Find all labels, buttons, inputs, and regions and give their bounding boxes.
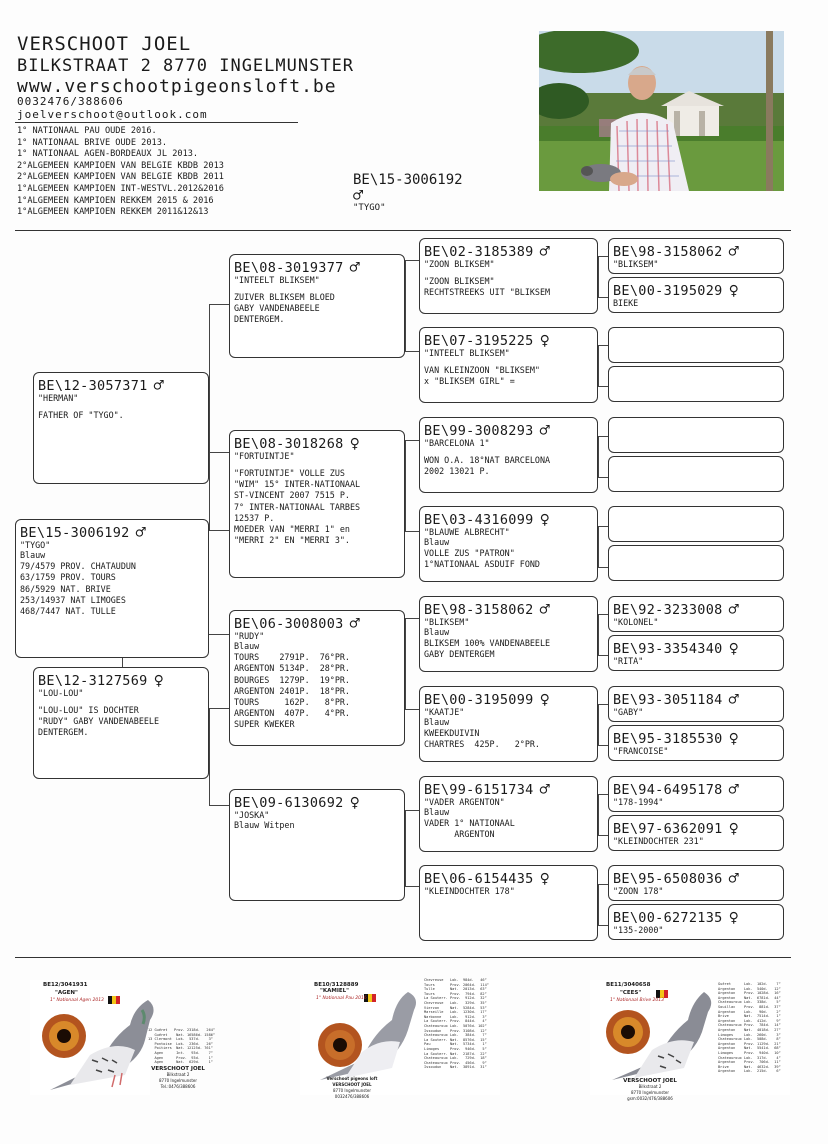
pigeon-details: Blauw KWEEKDUIVIN CHARTRES 425P. 2°PR. [424,717,540,750]
ring-number: BE\07-3195225 ♀ [424,331,551,351]
ring-number: BE\92-3233008 ♂ [613,600,740,620]
pedigree-card[interactable] [608,904,784,940]
pedigree-mother-card[interactable] [33,667,209,779]
pigeon-details: Blauw Witpen [234,820,295,830]
pigeon-nickname: "BLAUWE ALBRECHT" [424,527,510,537]
card-owner [610,1078,690,1102]
pedigree-card[interactable] [419,596,598,672]
pigeon-details: ZUIVER BLIKSEM BLOED GABY VANDENABEELE DENTERGEM. [234,292,335,325]
card-name: "CEES" [620,990,642,996]
male-icon: ♂ [728,780,740,800]
pigeon-nickname: BIEKE [613,298,639,308]
subject-pigeon [353,172,463,213]
pigeon-details: "ZOON BLIKSEM" RECHTSTREEKS UIT "BLIKSEM [424,276,551,298]
pedigree-card[interactable] [419,238,598,314]
pigeon-details: WON O.A. 18°NAT BARCELONA 2002 13021 P. [424,455,551,477]
male-icon: ♂ [728,690,740,710]
ring-number: BE\95-3185530 ♀ [613,729,740,749]
ring-number: BE\95-6508036 ♂ [613,869,740,889]
male-icon: ♂ [153,376,165,396]
pigeon-card-cees [590,980,790,1101]
card-results: 12 Guéret Prov. 2318d. 264° Guéret Nat. 16586d. 1586° 13 Clermont Lok. 537d. 3° Pontoise Lok. 236d. 26° Poitiers Nat. 12125d. 761° Agen Int. 93d. 7° Agen Prov. 93d. 1° Agen Nat. 629d. 1° [148,1028,216,1065]
female-icon: ♀ [539,331,551,351]
card-owner-street: Bilkstraat 2 [166,1072,190,1077]
pigeon-details: VAN KLEINZOON "BLIKSEM" x "BLIKSEM GIRL" = [424,365,540,387]
ring-number: BE\97-6362091 ♀ [613,819,740,839]
connector [122,657,123,667]
pigeon-nickname: "KLEINDOCHTER 231" [613,836,704,846]
female-icon: ♀ [153,671,165,691]
male-icon: ♂ [539,780,551,800]
pedigree-card-empty[interactable] [608,327,784,363]
female-icon: ♀ [728,908,740,928]
card-owner-name: Verschoot pigeons loft [326,1076,378,1081]
pedigree-card-empty[interactable] [608,506,784,542]
pigeon-nickname: "KAATJE" [424,707,465,717]
connector [405,440,420,532]
female-icon: ♀ [539,869,551,889]
card-owner [322,1076,382,1100]
ring-number: BE\98-3158062 ♂ [424,600,551,620]
pigeon-details: Blauw TOURS 2791P. 76°PR. ARGENTON 5134P. 28°PR. BOURGES 1279P. 19°PR. ARGENTON 2401P. 18°PR. TOURS 162P. 8°PR. ARGENTON 407P. 4°PR. SUPER KWEKER [234,641,350,730]
pigeon-nickname: "HERMAN" [38,393,79,403]
pigeon-nickname: "BLIKSEM" [424,617,470,627]
ring-number: BE\09-6130692 ♀ [234,793,361,813]
section-divider [15,957,791,958]
pedigree-card[interactable] [229,610,405,746]
pigeon-nickname: "FORTUINTJE" [234,451,295,461]
connector [405,618,420,710]
pedigree-father-card[interactable] [33,372,209,484]
breeder-address: BILKSTRAAT 2 8770 INGELMUNSTER [17,56,355,76]
ring-number: BE\15-3006192 ♂ [20,523,147,543]
ring-number: BE\02-3185389 ♂ [424,242,551,262]
male-icon: ♂ [728,242,740,262]
male-icon: ♂ [728,869,740,889]
card-owner-phone: 0032476/388606 [334,1094,370,1099]
pigeon-card-agen [30,980,216,1095]
pedigree-card[interactable] [229,789,405,901]
card-ring: BE12/3041931 [43,982,88,988]
female-icon: ♀ [728,729,740,749]
pigeon-nickname: "BLIKSEM" [613,259,659,269]
female-icon: ♀ [539,690,551,710]
pedigree-card-empty[interactable] [608,417,784,453]
card-owner-phone: Tel.:0476/388606 [160,1084,196,1089]
ring-number: BE\99-6151734 ♂ [424,780,551,800]
ring-number: BE\93-3051184 ♂ [613,690,740,710]
subject-name: "TYGO" [353,203,386,213]
ring-number: BE\08-3018268 ♀ [234,434,361,454]
pigeon-details: FATHER OF "TYGO". [38,410,124,420]
pigeon-nickname: "RUDY" [234,631,265,641]
ring-number: BE\94-6495178 ♂ [613,780,740,800]
pedigree-card[interactable] [419,865,598,941]
pedigree-card[interactable] [608,815,784,851]
connector [209,634,229,636]
connector [405,260,420,352]
card-owner-street: Bilkstraat 2 [638,1084,662,1089]
connector [209,708,230,806]
female-icon: ♀ [728,819,740,839]
connector [405,810,420,887]
achievements-list [17,126,224,219]
card-name: "KAMIEL" [320,988,350,994]
breeder-name: VERSCHOOT JOEL [17,33,192,55]
male-icon: ♂ [135,523,147,543]
pigeon-nickname: "FRANCOISE" [613,746,669,756]
card-owner-city: 8770 Ingelmunster [158,1078,197,1083]
pigeon-nickname: "TYGO" [20,540,51,550]
ring-number: BE\00-3195099 ♀ [424,690,551,710]
ring-number: BE\03-4316099 ♀ [424,510,551,530]
card-ring: BE11/3040658 [606,982,651,988]
breeder-email[interactable]: joelverschoot@outlook.com [17,108,208,121]
pigeon-details: "LOU-LOU" IS DOCHTER "RUDY" GABY VANDENABEELE DENTERGEM. [38,705,160,738]
card-results: Chevreuse Lok. 984d. 46° Tours Prov. 2064d. 114° Tulle Nat. 2013d. 63° Tours Prov. 794d. 82° La Souterr. Prov. 912d. 32° Chevreuse Lok. 329d. 35° Vierzon Nat. 5284d. 53° Marseille Lok. 1230d. 17° Narbonne Lok. 912d. 3° La Souterr. Prov. 844d. 4° Chateauroux Lok. 5076d. 102° Issoudun Prov. 3108d. 12° Chateauroux Lok. 384d. 7° La Souterr. Nat. 8576d. 15° Pau Nat. 5734d. 1° Limoges Prov. 946d. 5° La Souterr. Nat. 2187d. 22° Chateauroux Lok. 729d. 18° Chateauroux Prov. 456d. 9° Issoudun Nat. 3891d. 31° [424,978,489,1070]
female-icon: ♀ [539,510,551,530]
pigeon-nickname: "BARCELONA 1" [424,438,490,448]
ring-number: BE\98-3158062 ♂ [613,242,740,262]
card-title: 1° Nationaal Pau 2016 [316,996,367,1001]
card-ring: BE10/3128889 [314,982,359,988]
achievement-item: 1° NATIONAAL PAU OUDE 2016. [17,126,157,136]
achievement-item: 1° NATIONAAL AGEN-BORDEAUX JL 2013. [17,149,199,160]
pedigree-card[interactable] [608,596,784,632]
pedigree-card[interactable] [419,686,598,762]
card-results: Guéret Lok. 102d. 7° Argenton Lok. 540d. 12° Argenton Prov. 1028d. 16° Argenton Nat. 6781d. 44° Chateauroux Lok. 338d. 5° Souillac Prov. 881d. 37° Argenton Lok. 90d. 2° Brive Nat. 7514d. 1° Argenton Lok. 412d. 9° Chateauroux Prov. 784d. 14° Argenton Nat. 4018d. 27° Limoges Lok. 260d. 3° Chateauroux Lok. 508d. 8° Argenton Prov. 1129d. 21° Argenton Nat. 5541d. 68° Limoges Prov. 940d. 10° Chateauroux Lok. 317d. 4° Argenton Prov. 706d. 11° Brive Nat. 4632d. 39° Argenton Lok. 215d. 6° [718,982,781,1074]
pigeon-details: Blauw 79/4579 PROV. CHATAUDUN 63/1759 PROV. TOURS 86/5929 NAT. BRIVE 253/14937 NAT LIMOGES 468/7447 NAT. TULLE [20,550,136,617]
achievement-item: 1°ALGEMEEN KAMPIOEN REKKEM 2011&12&13 [17,207,209,218]
achievement-item: 2°ALGEMEEN KAMPIOEN VAN BELGIE KBDB 2011 [17,172,224,183]
male-icon: ♂ [539,421,551,441]
pedigree-card-empty[interactable] [608,366,784,402]
pigeon-nickname: "ZOON BLIKSEM" [424,259,495,269]
pedigree-card[interactable] [608,865,784,901]
male-icon: ♂ [539,600,551,620]
pigeon-nickname: "JOSKA" [234,810,270,820]
ring-number: BE\12-3127569 ♀ [38,671,165,691]
ring-number: BE\00-6272135 ♀ [613,908,740,928]
pigeon-nickname: "RITA" [613,656,644,666]
connector [209,304,230,531]
pedigree-card[interactable] [608,635,784,671]
pedigree-subject-card[interactable] [15,519,209,658]
card-name: "AGEN" [55,990,78,996]
pigeon-details: Blauw BLIKSEM 100% VANDENABEELE GABY DENTERGEM [424,627,551,660]
pedigree-card[interactable] [419,506,598,582]
pigeon-details: Blauw VOLLE ZUS "PATRON" 1°NATIONAAL ASDUIF FOND [424,537,540,570]
pedigree-card[interactable] [608,725,784,761]
card-owner-name: VERSCHOOT JOEL [623,1078,677,1084]
breeder-photo-illustration [539,31,784,191]
section-divider [15,230,791,231]
achievement-item: 1°ALGEMEEN KAMPIOEN INT-WESTVL.2012&2016 [17,183,224,194]
card-owner-city: 8770 Ingelmunster [332,1088,371,1093]
achievement-item: 1°ALGEMEEN KAMPIOEN REKKEM 2015 & 2016 [17,195,214,206]
card-title: 1° Nationaal Brive 2013 [610,998,664,1003]
pigeon-nickname: "INTEELT BLIKSEM" [234,275,320,285]
male-icon: ♂ [349,258,361,278]
ring-number: BE\06-6154435 ♀ [424,869,551,889]
male-icon: ♂ [349,614,361,634]
male-icon: ♂ [353,186,364,206]
card-owner-street: VERSCHOOT JOEL [332,1082,372,1087]
ring-number: BE\08-3019377 ♂ [234,258,361,278]
pedigree-card[interactable] [608,277,784,313]
ring-number: BE\06-3008003 ♂ [234,614,361,634]
connector [209,452,229,454]
ring-number: BE\12-3057371 ♂ [38,376,165,396]
achievement-item: 2°ALGEMEEN KAMPIOEN VAN BELGIE KBDB 2013 [17,160,224,171]
pigeon-nickname: "INTEELT BLIKSEM" [424,348,510,358]
pigeon-nickname: "VADER ARGENTON" [424,797,505,807]
pedigree-card[interactable] [608,238,784,274]
pigeon-nickname: "ZOON 178" [613,886,664,896]
card-owner-city: 8770 Ingelmunster [630,1090,669,1095]
pigeon-nickname: "KOLONEL" [613,617,659,627]
ring-number: BE\00-3195029 ♀ [613,281,740,301]
pedigree-card[interactable] [608,776,784,812]
breeder-phone: 0032476/388606 [17,95,124,108]
header-underline [15,122,298,123]
achievement-item: 1° NATIONAAL BRIVE OUDE 2013. [17,137,168,148]
ring-number: BE\99-3008293 ♂ [424,421,551,441]
pedigree-card[interactable] [229,254,405,358]
female-icon: ♀ [349,434,361,454]
pigeon-nickname: "178-1994" [613,797,664,807]
pedigree-card-empty[interactable] [608,545,784,581]
male-icon: ♂ [539,242,551,262]
female-icon: ♀ [728,639,740,659]
card-owner [148,1066,208,1090]
subject-ring: BE\15-3006192 [353,172,463,188]
card-title: 1° Nationaal Agen 2013 [50,998,104,1003]
pigeon-nickname: "KLEINDOCHTER 178" [424,886,515,896]
ring-number: BE\93-3354340 ♀ [613,639,740,659]
pedigree-card[interactable] [608,686,784,722]
pigeon-details: "FORTUINTJE" VOLLE ZUS "WIM" 15° INTER-NATIONAAL ST-VINCENT 2007 7515 P. 7° INTER-NATIONAAL TARBES 12537 P. MOEDER VAN "MERRI 1" en "MERRI 2" EN "MERRI 3". [234,468,361,546]
pigeon-nickname: "GABY" [613,707,644,717]
card-owner-name: VERSCHOOT JOEL [151,1066,205,1072]
pedigree-card[interactable] [419,776,598,852]
pedigree-card[interactable] [419,417,598,493]
female-icon: ♀ [349,793,361,813]
breeder-photo [539,31,784,191]
breeder-website[interactable]: www.verschootpigeonsloft.be [17,76,337,97]
male-icon: ♂ [728,600,740,620]
female-icon: ♀ [728,281,740,301]
pedigree-card[interactable] [229,430,405,578]
card-owner-phone: gsm:0032/476/388606 [627,1096,673,1101]
pigeon-nickname: "135-2000" [613,925,664,935]
pedigree-card[interactable] [419,327,598,403]
pigeon-nickname: "LOU-LOU" [38,688,84,698]
pigeon-card-kamiel [300,978,500,1099]
pedigree-card-empty[interactable] [608,456,784,492]
pigeon-details: Blauw VADER 1° NATIONAAL ARGENTON [424,807,515,840]
